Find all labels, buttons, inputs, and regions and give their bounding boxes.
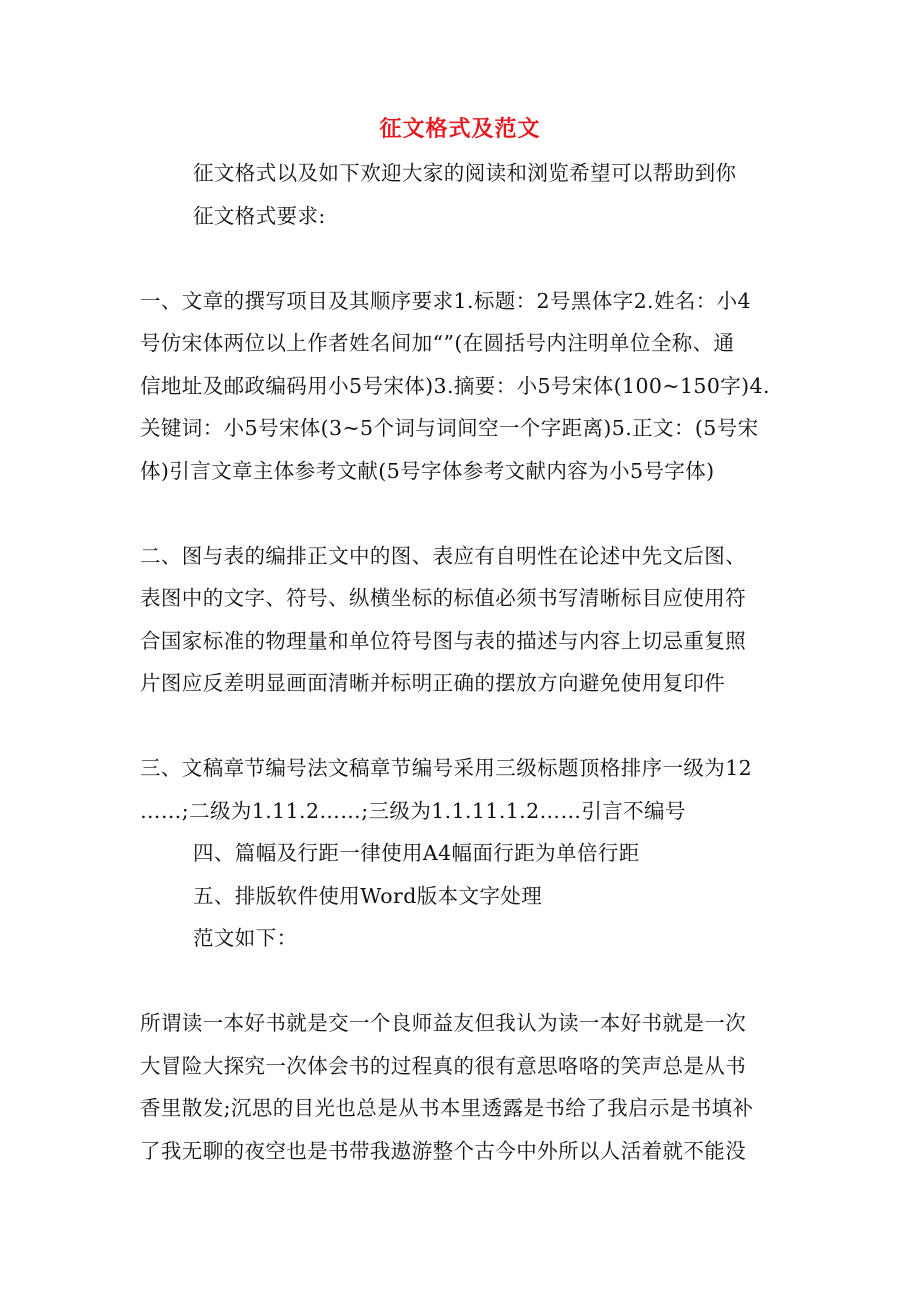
document-title: 征文格式及范文 [379, 116, 541, 142]
section-1-line: 体)引言文章主体参考文献(5号字体参考文献内容为小5号字体) [140, 459, 715, 483]
sample-label: 范文如下： [193, 926, 298, 950]
section-5-line: 五、排版软件使用Word版本文字处理 [193, 884, 543, 908]
sample-line: 所谓读一本好书就是交一个良师益友但我认为读一本好书就是一次 [140, 1011, 747, 1035]
section-3-line: ……;二级为1.11.2……;三级为1.1.11.1.2……引言不编号 [140, 799, 686, 823]
section-1-line: 信地址及邮政编码用小5号宋体)3.摘要：小5号宋体(100~150字)4. [140, 374, 770, 398]
section-1-line: 一、文章的撰写项目及其顺序要求1.标题：2号黑体字2.姓名：小4 [140, 289, 752, 313]
section-3-line: 三、文稿章节编号法文稿章节编号采用三级标题顶格排序一级为12 [140, 756, 753, 780]
section-2-line: 合国家标准的物理量和单位符号图与表的描述与内容上切忌重复照 [140, 629, 747, 653]
section-2-line: 二、图与表的编排正文中的图、表应有自明性在论述中先文后图、 [140, 544, 747, 568]
sample-line: 香里散发;沉思的目光也总是从书本里透露是书给了我启示是书填补 [140, 1096, 754, 1120]
section-4-line: 四、篇幅及行距一律使用A4幅面行距为单倍行距 [193, 841, 640, 865]
section-2-line: 片图应反差明显画面清晰并标明正确的摆放方向避免使用复印件 [140, 671, 726, 695]
section-1-line: 号仿宋体两位以上作者姓名间加“”(在圆括号内注明单位全称、通 [140, 331, 735, 355]
intro-line: 征文格式以及如下欢迎大家的阅读和浏览希望可以帮助到你 [193, 161, 737, 185]
sample-line: 大冒险大探究一次体会书的过程真的很有意思咯咯的笑声总是从书 [140, 1054, 747, 1078]
section-1-line: 关键词：小5号宋体(3~5个词与词间空一个字距离)5.正文：(5号宋 [140, 416, 759, 440]
sample-line: 了我无聊的夜空也是书带我遨游整个古今中外所以人活着就不能没 [140, 1139, 747, 1163]
requirements-heading: 征文格式要求: [193, 204, 326, 228]
section-2-line: 表图中的文字、符号、纵横坐标的标值必须书写清晰标目应使用符 [140, 586, 747, 610]
